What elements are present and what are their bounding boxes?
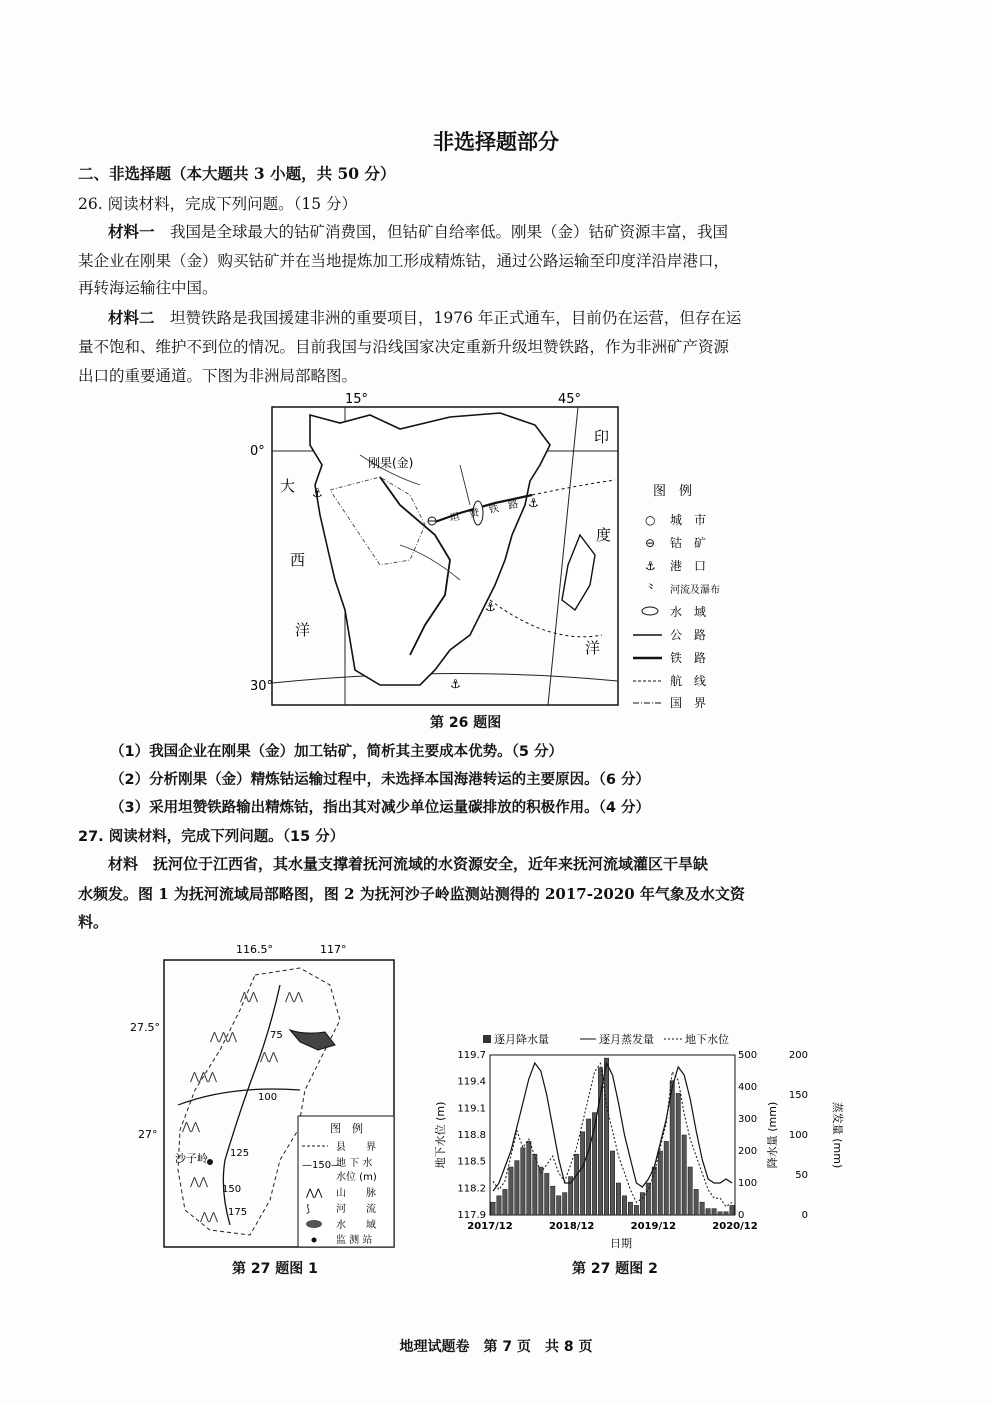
q27-material-line1 — [108, 853, 708, 874]
x-axis-ticks — [467, 1221, 757, 1232]
q26-material1-line1 — [108, 220, 728, 242]
groundwater-tick-label: 118.8 — [457, 1130, 486, 1141]
lat-label-30: 30° — [250, 679, 274, 694]
contour-100-line — [178, 1089, 300, 1105]
q26-material2-line3: 出口的重要通道。下图为非洲局部略图。 — [78, 367, 358, 385]
precip-bar — [539, 1167, 543, 1215]
port-icon-east: ⚓ — [528, 496, 539, 510]
precip-bar — [604, 1058, 608, 1215]
fuhe-basin-map — [130, 940, 400, 1252]
precip-bar — [497, 1196, 501, 1215]
precip-bar — [646, 1183, 650, 1215]
page-footer: 地理试题卷 第 7 页 共 8 页 — [399, 1339, 593, 1355]
legend27-label-3: 山 脉 — [336, 1188, 376, 1199]
contour-label-150: 150 — [222, 1184, 242, 1195]
precip-bar — [676, 1093, 680, 1215]
lon-label-117: 117° — [320, 943, 347, 956]
evap-tick-label: 0 — [801, 1210, 808, 1221]
ocean-left-1: 大 — [280, 477, 296, 495]
legend27-label-2: 水位 (m) — [336, 1172, 377, 1183]
africa-coastline — [310, 413, 550, 685]
legend26-label-0: 城 市 — [670, 513, 707, 527]
x-tick-label: 2019/12 — [630, 1221, 677, 1232]
evap-tick-label: 100 — [788, 1130, 808, 1141]
port-icon-mozambique: ⚓ — [485, 600, 496, 614]
q26-material2-label: 材料二 — [108, 308, 155, 327]
legend26-list — [633, 513, 720, 710]
groundwater-tick-label: 117.9 — [457, 1210, 486, 1221]
precip-bar — [574, 1154, 578, 1215]
q27-material-text1: 抚河位于江西省，其水量支撑着抚河流域的水资源安全，近年来抚河流域灌区干旱缺 — [153, 855, 709, 873]
precip-bar — [634, 1205, 638, 1215]
precip-tick-label: 100 — [738, 1178, 758, 1189]
lat-label-27: 27° — [138, 1128, 158, 1141]
precip-tick-label: 300 — [738, 1114, 758, 1125]
svg-text:⋀⋀: ⋀⋀ — [240, 990, 259, 1003]
legend27-label-0: 县 界 — [336, 1142, 376, 1153]
precip-bar — [694, 1189, 698, 1215]
groundwater-tick-label: 118.5 — [457, 1156, 486, 1168]
q27-header: 27. 阅读材料，完成下列问题。（15 分） — [78, 829, 345, 845]
precip-bar — [616, 1183, 620, 1215]
precip-bar — [652, 1167, 656, 1215]
legend27-label-4: 河 流 — [336, 1204, 376, 1215]
groundwater-tick-label: 119.7 — [457, 1050, 486, 1061]
evap-tick-label: 150 — [788, 1090, 808, 1101]
precip-bar — [491, 1202, 495, 1215]
svg-text:⋀⋀: ⋀⋀ — [260, 1050, 279, 1063]
fig27-2-caption: 第 27 题图 2 — [572, 1261, 658, 1277]
precip-bar — [712, 1209, 716, 1215]
precip-tick-label: 500 — [738, 1050, 758, 1061]
section-heading: 二、非选择题（本大题共 3 小题，共 50 分） — [78, 164, 396, 183]
legend26-label-4: 水 域 — [670, 605, 707, 619]
groundwater-axis-ticks — [457, 1050, 486, 1221]
port-icon-south: ⚓ — [450, 677, 461, 691]
legend26-title: 图 例 — [653, 484, 693, 499]
legend26-label-3: 河流及瀑布 — [670, 585, 720, 596]
precip-bar — [700, 1202, 704, 1215]
q26-sub2: （2）分析刚果（金）精炼钴运输过程中，未选择本国海港转运的主要原因。（6 分） — [110, 772, 650, 788]
x-tick-label: 2017/12 — [467, 1221, 513, 1232]
legend-groundwater: 地下水位 — [685, 1033, 729, 1046]
precip-bar — [521, 1148, 525, 1215]
svg-text:⋀⋀: ⋀⋀ — [182, 1120, 201, 1133]
precip-bar — [682, 1135, 686, 1215]
legend26-label-2: 港 口 — [670, 559, 707, 573]
ocean-right-3: 洋 — [585, 639, 601, 657]
madagascar-island — [562, 535, 595, 610]
legend-precip: 逐月降水量 — [494, 1033, 549, 1046]
precip-bar — [515, 1161, 519, 1215]
precip-bar — [527, 1141, 531, 1215]
evap-tick-label: 50 — [795, 1170, 808, 1181]
evap-axis-label: 蒸发量 (mm) — [831, 1101, 844, 1169]
lon-label-15: 15° — [345, 392, 369, 407]
precip-tick-label: 200 — [738, 1146, 758, 1157]
groundwater-tick-label: 119.4 — [457, 1076, 486, 1088]
precip-bar — [724, 1212, 728, 1215]
page-title: 非选择题部分 — [433, 130, 559, 154]
precip-bar — [586, 1119, 590, 1215]
contour-label-100: 100 — [258, 1092, 278, 1103]
drc-label: 刚果(金) — [368, 456, 414, 470]
svg-text:⋀⋀: ⋀⋀ — [200, 1210, 219, 1223]
groundwater-tick-label: 119.1 — [457, 1103, 486, 1115]
precip-bar — [718, 1212, 722, 1215]
ocean-left-3: 洋 — [295, 621, 311, 639]
q26-material1-text1: 我国是全球最大的钴矿消费国，但钴矿自给率低。刚果（金）钴矿资源丰富，我国 — [170, 223, 729, 241]
contour-label-75: 75 — [270, 1030, 283, 1041]
legend-bar-swatch — [483, 1035, 491, 1043]
port-anchor-icon: ⚓ — [645, 559, 656, 573]
q26-header: 26. 阅读材料，完成下列问题。（15 分） — [78, 195, 357, 213]
river-waterfall-icon: ⺀ — [645, 582, 658, 596]
precip-bar — [533, 1154, 537, 1215]
precip-bar — [551, 1186, 555, 1215]
river-icon: ⟆ — [306, 1204, 310, 1215]
precip-bar — [557, 1196, 561, 1215]
fig26-caption: 第 26 题图 — [430, 715, 502, 731]
precip-bar — [545, 1173, 549, 1215]
precip-axis-label: 降水量 (mm) — [766, 1101, 779, 1169]
precip-bar — [658, 1151, 662, 1215]
q26-material1-label: 材料一 — [108, 222, 155, 241]
precip-tick-label: 400 — [738, 1082, 758, 1093]
ocean-right-2: 度 — [596, 526, 612, 544]
hydro-chart — [430, 1025, 860, 1255]
city-icon: ○ — [645, 513, 656, 527]
tazara-label: 坦 赞 铁 路 — [448, 499, 520, 525]
legend26-label-7: 航 线 — [670, 674, 707, 688]
legend26-label-6: 铁 路 — [670, 651, 707, 665]
svg-text:⋀⋀: ⋀⋀ — [190, 1175, 209, 1188]
q26-material2-line2: 量不饱和、维护不到位的情况。目前我国与沿线国家决定重新升级坦赞铁路，作为非洲矿产资源 — [78, 338, 730, 356]
precip-bar — [670, 1081, 674, 1215]
q26-sub3: （3）采用坦赞铁路输出精炼钴，指出其对减少单位运量碳排放的积极作用。（4 分） — [110, 800, 650, 816]
reservoir-water — [290, 1030, 335, 1050]
legend27-label-6: 监 测 站 — [336, 1235, 373, 1246]
q27-material-line2: 水频发。图 1 为抚河流域局部略图，图 2 为抚河沙子岭监测站测得的 2017-2020 年气象及水文资 — [78, 885, 745, 903]
legend27-title: 图 例 — [330, 1122, 363, 1135]
precip-bar — [628, 1202, 632, 1215]
precip-axis-ticks — [738, 1050, 757, 1221]
q27-material-line3: 料。 — [78, 913, 109, 931]
lat-30-line — [272, 673, 618, 683]
station-label: 沙子岭 — [175, 1152, 208, 1165]
precip-bar — [598, 1068, 602, 1215]
ocean-left-2: 西 — [290, 551, 306, 569]
precip-bar — [706, 1209, 710, 1215]
precip-bar — [688, 1167, 692, 1215]
precip-bar — [640, 1193, 644, 1215]
contour-label-125: 125 — [230, 1148, 250, 1159]
legend27-label-5: 水 域 — [336, 1220, 376, 1231]
precip-bar — [730, 1205, 734, 1215]
q26-sub1: （1）我国企业在刚果（金）加工钴矿，简析其主要成本优势。（5 分） — [110, 744, 563, 760]
water-icon — [306, 1220, 322, 1228]
precip-bar — [509, 1167, 513, 1215]
q26-material2-line1 — [108, 306, 741, 328]
q26-material1-line2: 某企业在刚果（金）购买钴矿并在当地提炼加工形成精炼钴，通过公路运输至印度洋沿岸港口， — [78, 252, 730, 270]
precip-bar — [580, 1132, 584, 1215]
q26-material2-text1: 坦赞铁路是我国援建非洲的重要项目，1976 年正式通车，目前仍在运营，但存在运 — [170, 309, 742, 327]
lon-label-1165: 116.5° — [236, 943, 273, 956]
lat-label-275: 27.5° — [130, 1021, 160, 1034]
svg-text:⋀⋀⋀: ⋀⋀⋀ — [190, 1070, 218, 1083]
contour-label-175: 175 — [228, 1207, 248, 1218]
station-icon — [312, 1238, 317, 1243]
groundwater-tick-label: 118.2 — [457, 1183, 486, 1195]
legend27-label-1: 地 下 水 — [336, 1158, 373, 1169]
evap-tick-label: 200 — [788, 1050, 808, 1061]
port-icon-west: ⚓ — [312, 486, 323, 500]
q26-material1-line3: 再转海运输往中国。 — [78, 279, 218, 297]
cobalt-mine-icon: ⊖ — [645, 536, 656, 550]
legend-evap: 逐月蒸发量 — [599, 1033, 654, 1046]
x-tick-label: 2020/12 — [712, 1221, 758, 1232]
africa-map-figure — [250, 385, 730, 715]
q27-material-label: 材料 — [108, 855, 139, 873]
precip-bar — [610, 1151, 614, 1215]
legend26-label-1: 钴 矿 — [670, 536, 707, 550]
precip-bar — [563, 1193, 567, 1215]
groundwater-axis-label: 地下水位 (m) — [434, 1101, 447, 1169]
legend26-label-5: 公 路 — [670, 628, 707, 642]
water-body-icon — [642, 607, 658, 615]
evap-axis-ticks — [789, 1050, 808, 1221]
precip-bar — [664, 1141, 668, 1215]
svg-text:⋀⋀: ⋀⋀ — [285, 990, 304, 1003]
ocean-right-1: 印 — [594, 428, 610, 446]
x-tick-label: 2018/12 — [548, 1221, 595, 1232]
fig27-1-caption: 第 27 题图 1 — [232, 1261, 318, 1277]
x-axis-label: 日期 — [610, 1237, 632, 1250]
shipping-route-south — [490, 600, 602, 637]
precip-bar — [622, 1196, 626, 1215]
lon-label-45: 45° — [558, 392, 582, 407]
contour-icon: —150— — [302, 1160, 342, 1171]
mountain-icon: ⋀⋀ — [306, 1188, 323, 1199]
shipping-route — [532, 480, 615, 495]
legend26-label-8: 国 界 — [670, 696, 707, 710]
lat-label-0: 0° — [250, 444, 265, 459]
precip-tick-label: 0 — [738, 1210, 745, 1221]
precip-bar — [503, 1189, 507, 1215]
svg-text:⋀⋀⋀: ⋀⋀⋀ — [210, 1030, 238, 1043]
